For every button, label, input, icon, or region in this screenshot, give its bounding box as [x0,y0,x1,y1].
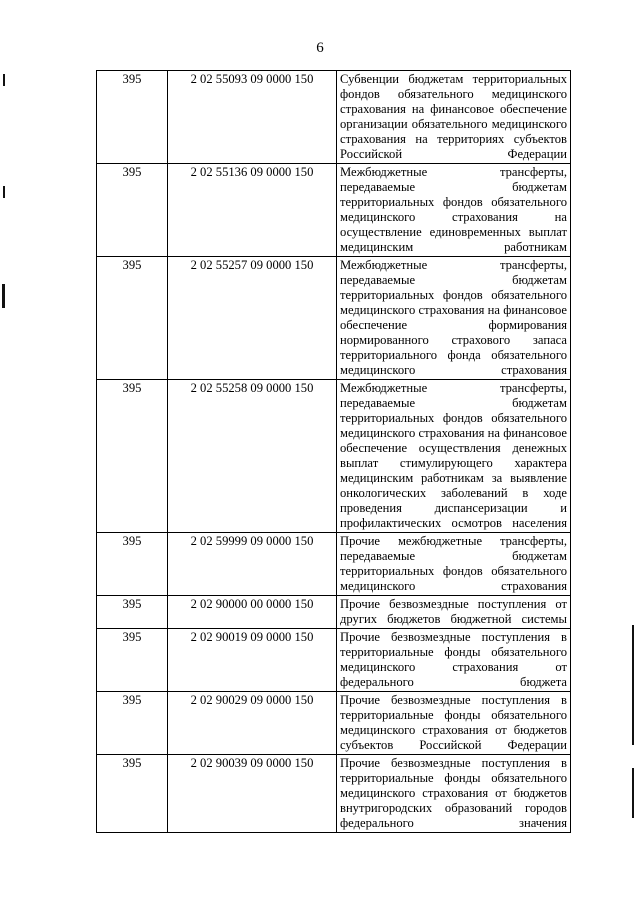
table-row [97,380,571,533]
admin-code-cell: 395 [97,629,168,692]
income-name-cell: Межбюджетные трансферты, передаваемые бюджетам территориальных фондов обязательного медицинского страхования на финансовое обеспечение формирования нормированного страхового запаса территориального фонда обязательного медицинского страхования [337,257,571,380]
budget-codes-table [96,70,571,833]
admin-code-cell: 395 [97,380,168,533]
budget-classification-code-cell: 2 02 59999 09 0000 150 [168,533,337,596]
table-row [97,71,571,164]
admin-code-cell: 395 [97,533,168,596]
budget-classification-code-cell: 2 02 90029 09 0000 150 [168,692,337,755]
table-row [97,164,571,257]
income-name-cell: Прочие безвозмездные поступления в территориальные фонды обязательного медицинского страхования от бюджетов субъектов Российской Федерации [337,692,571,755]
page-number: 6 [316,40,324,56]
table-row [97,692,571,755]
admin-code-cell: 395 [97,692,168,755]
admin-code-cell: 395 [97,164,168,257]
scan-mark [3,74,5,86]
table-row [97,755,571,833]
scan-mark [632,625,634,745]
table-row [97,629,571,692]
table-body [97,71,571,833]
budget-classification-code-cell: 2 02 90000 00 0000 150 [168,596,337,629]
table-row [97,533,571,596]
income-name-cell: Прочие безвозмездные поступления от других бюджетов бюджетной системы [337,596,571,629]
income-name-cell: Прочие межбюджетные трансферты, передаваемые бюджетам территориальных фондов обязательного медицинского страхования [337,533,571,596]
table-row [97,596,571,629]
admin-code-cell: 395 [97,755,168,833]
scan-mark [3,186,5,198]
budget-classification-code-cell: 2 02 90019 09 0000 150 [168,629,337,692]
income-name-cell: Прочие безвозмездные поступления в территориальные фонды обязательного медицинского страхования от бюджетов внутригородских образований городов федерального значения [337,755,571,833]
income-name-cell: Межбюджетные трансферты, передаваемые бюджетам территориальных фондов обязательного медицинского страхования на осуществление единовременных выплат медицинским работникам [337,164,571,257]
income-name-cell: Межбюджетные трансферты, передаваемые бюджетам территориальных фондов обязательного медицинского страхования на финансовое обеспечение осуществления денежных выплат стимулирующего характера медицинским работникам за выявление онкологических заболеваний в ходе проведения диспансеризации и профилактических осмотров населения [337,380,571,533]
scan-mark [632,768,634,818]
budget-classification-code-cell: 2 02 55258 09 0000 150 [168,380,337,533]
budget-classification-code-cell: 2 02 90039 09 0000 150 [168,755,337,833]
admin-code-cell: 395 [97,71,168,164]
income-name-cell: Прочие безвозмездные поступления в территориальные фонды обязательного медицинского страхования от федерального бюджета [337,629,571,692]
admin-code-cell: 395 [97,257,168,380]
admin-code-cell: 395 [97,596,168,629]
budget-classification-code-cell: 2 02 55093 09 0000 150 [168,71,337,164]
budget-classification-code-cell: 2 02 55136 09 0000 150 [168,164,337,257]
budget-classification-code-cell: 2 02 55257 09 0000 150 [168,257,337,380]
income-name-cell: Субвенции бюджетам территориальных фондов обязательного медицинского страхования на финансовое обеспечение организации обязательного медицинского страхования на территориях субъектов Российской Федерации [337,71,571,164]
scan-mark [2,284,5,308]
table-row [97,257,571,380]
